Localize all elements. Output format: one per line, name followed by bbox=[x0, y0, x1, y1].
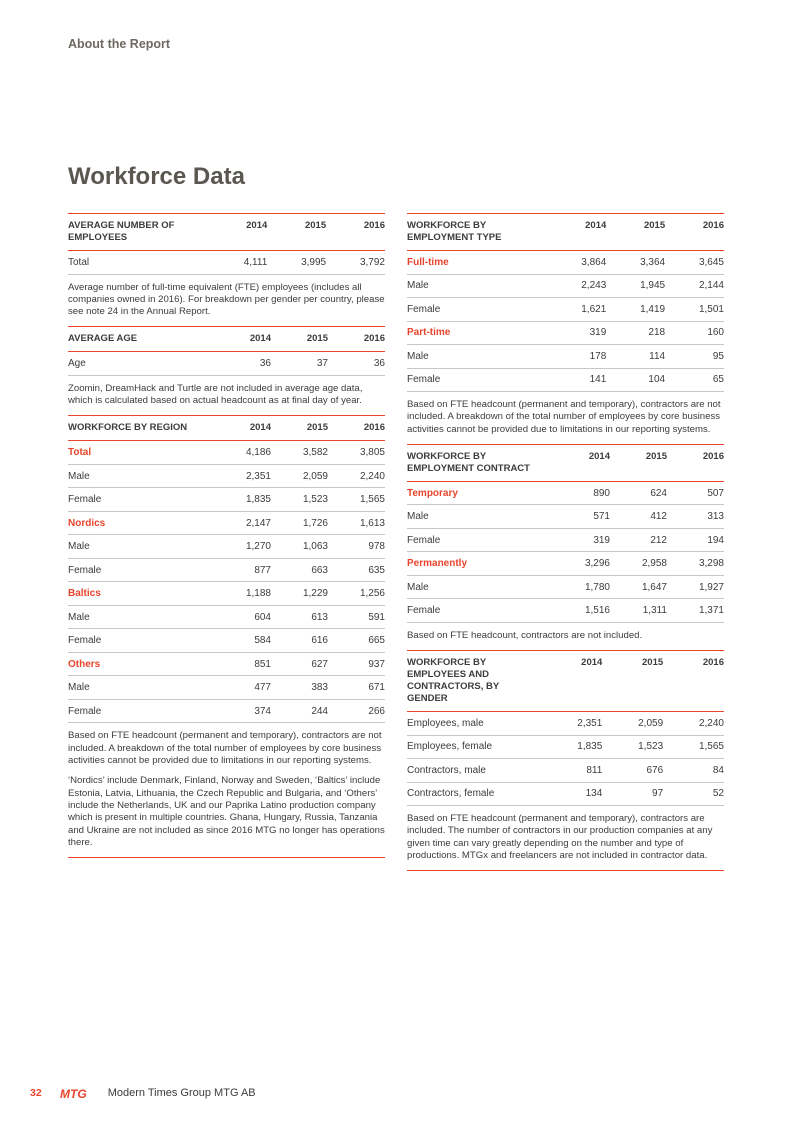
row-label: Male bbox=[68, 535, 218, 559]
cell-value: 1,927 bbox=[667, 575, 724, 599]
cell-value: 244 bbox=[271, 699, 328, 723]
cell-value: 3,792 bbox=[326, 251, 385, 275]
cell-value: 877 bbox=[218, 558, 271, 582]
cell-value: 1,501 bbox=[665, 298, 724, 322]
cell-value: 851 bbox=[218, 652, 271, 676]
row-label: Male bbox=[68, 676, 218, 700]
cell-value: 95 bbox=[665, 345, 724, 369]
cell-value: 212 bbox=[610, 528, 667, 552]
cell-value: 635 bbox=[328, 558, 385, 582]
table-row bbox=[407, 712, 724, 736]
cell-value: 2,243 bbox=[552, 274, 607, 298]
year-header: 2015 bbox=[306, 422, 328, 434]
year-header: 2014 bbox=[246, 220, 268, 231]
cell-value: 374 bbox=[218, 699, 271, 723]
cell-value: 624 bbox=[610, 481, 667, 505]
cell-value: 97 bbox=[602, 782, 663, 806]
cell-value: 890 bbox=[557, 481, 610, 505]
table-heading: WORKFORCE BY EMPLOYMENT TYPE bbox=[407, 220, 502, 243]
cell-value: 1,063 bbox=[271, 535, 328, 559]
cell-value: 383 bbox=[271, 676, 328, 700]
cell-value: 2,351 bbox=[218, 464, 271, 488]
cell-value: 1,647 bbox=[610, 575, 667, 599]
table-row bbox=[68, 441, 385, 465]
cell-value: 3,864 bbox=[552, 251, 607, 275]
cell-value: 1,780 bbox=[557, 575, 610, 599]
table-note: Based on FTE headcount (permanent and temporary), contractors are included. The number of contractors in our production companies at any given time can vary greatly depending on the number and type of productions. MTGx and freelancers are not included in contractor data. bbox=[407, 806, 724, 871]
row-label: Employees, female bbox=[407, 735, 546, 759]
row-label: Permanently bbox=[407, 552, 557, 576]
table-row bbox=[407, 321, 724, 345]
row-label: Female bbox=[407, 368, 552, 392]
year-header: 2015 bbox=[643, 220, 666, 231]
table-row bbox=[407, 368, 724, 392]
left-column bbox=[68, 213, 385, 858]
cell-value: 266 bbox=[328, 699, 385, 723]
cell-value: 37 bbox=[271, 352, 328, 376]
table-row bbox=[68, 676, 385, 700]
cell-value: 319 bbox=[557, 528, 610, 552]
row-label: Temporary bbox=[407, 481, 557, 505]
year-header: 2016 bbox=[702, 450, 724, 462]
cell-value: 1,270 bbox=[218, 535, 271, 559]
cell-value: 1,726 bbox=[271, 511, 328, 535]
cell-value: 141 bbox=[552, 368, 607, 392]
year-header: 2014 bbox=[249, 333, 271, 345]
table-row bbox=[68, 251, 385, 275]
cell-value: 3,995 bbox=[267, 251, 326, 275]
cell-value: 1,621 bbox=[552, 298, 607, 322]
page-title: Workforce Data bbox=[68, 163, 245, 190]
cell-value: 3,296 bbox=[557, 552, 610, 576]
row-label: Contractors, female bbox=[407, 782, 546, 806]
cell-value: 627 bbox=[271, 652, 328, 676]
table-heading: WORKFORCE BY REGION bbox=[68, 422, 188, 434]
row-label: Male bbox=[407, 274, 552, 298]
row-label: Total bbox=[68, 441, 218, 465]
row-label: Female bbox=[68, 699, 218, 723]
table-row bbox=[68, 582, 385, 606]
table-row bbox=[407, 345, 724, 369]
row-label: Female bbox=[68, 629, 218, 653]
cell-value: 1,835 bbox=[546, 735, 603, 759]
row-label: Male bbox=[68, 605, 218, 629]
right-column bbox=[407, 213, 724, 871]
workforce-by-gender-table bbox=[407, 650, 724, 806]
cell-value: 36 bbox=[218, 352, 271, 376]
table-row bbox=[407, 251, 724, 275]
table-row bbox=[68, 558, 385, 582]
cell-value: 2,059 bbox=[271, 464, 328, 488]
row-label: Male bbox=[68, 464, 218, 488]
cell-value: 319 bbox=[552, 321, 607, 345]
company-name: Modern Times Group MTG AB bbox=[107, 1087, 256, 1099]
table-note: Zoomin, DreamHack and Turtle are not included in average age data, which is calculated based on actual headcount as at final day of year. bbox=[68, 382, 363, 407]
cell-value: 160 bbox=[665, 321, 724, 345]
cell-value: 1,188 bbox=[218, 582, 271, 606]
cell-value: 3,364 bbox=[606, 251, 665, 275]
table-row bbox=[407, 759, 724, 783]
year-header: 2016 bbox=[363, 220, 385, 231]
row-label: Female bbox=[68, 558, 218, 582]
cell-value: 1,229 bbox=[271, 582, 328, 606]
cell-value: 134 bbox=[546, 782, 603, 806]
cell-value: 52 bbox=[663, 782, 724, 806]
mtg-logo bbox=[60, 1087, 94, 1099]
table-row bbox=[407, 528, 724, 552]
cell-value: 1,256 bbox=[328, 582, 385, 606]
workforce-by-employment-type-table bbox=[407, 213, 724, 392]
table-row bbox=[68, 605, 385, 629]
cell-value: 1,516 bbox=[557, 599, 610, 623]
cell-value: 3,645 bbox=[665, 251, 724, 275]
table-row bbox=[68, 535, 385, 559]
cell-value: 1,523 bbox=[602, 735, 663, 759]
cell-value: 114 bbox=[606, 345, 665, 369]
year-header: 2015 bbox=[306, 333, 328, 345]
table-row bbox=[407, 481, 724, 505]
row-label: Contractors, male bbox=[407, 759, 546, 783]
row-label: Female bbox=[407, 528, 557, 552]
row-label: Female bbox=[407, 298, 552, 322]
cell-value: 1,613 bbox=[328, 511, 385, 535]
svg-text:MTG: MTG bbox=[59, 1087, 87, 1099]
row-label: Male bbox=[407, 575, 557, 599]
cell-value: 2,240 bbox=[663, 712, 724, 736]
page-number: 32 bbox=[30, 1087, 42, 1099]
table-row bbox=[68, 629, 385, 653]
cell-value: 412 bbox=[610, 505, 667, 529]
cell-value: 1,419 bbox=[606, 298, 665, 322]
table-note: Based on FTE headcount (permanent and temporary), contractors are not included. A breakdown of the total number of employees by core business activities cannot be provided due to limitations in our reporting systems. bbox=[68, 730, 382, 767]
table-row bbox=[68, 352, 385, 376]
row-label: Total bbox=[68, 251, 213, 275]
cell-value: 1,523 bbox=[271, 488, 328, 512]
average-age-table bbox=[68, 326, 385, 376]
row-label: Employees, male bbox=[407, 712, 546, 736]
year-header: 2014 bbox=[588, 450, 610, 462]
table-heading: WORKFORCE BY EMPLOYEES AND CONTRACTORS, BY GENDER bbox=[407, 657, 500, 705]
cell-value: 671 bbox=[328, 676, 385, 700]
table-row bbox=[407, 274, 724, 298]
table-note: Based on FTE headcount (permanent and temporary), contractors are not included. A breakdown of the total number of employees by core business activities cannot be provided due to limitations in our reporting systems. bbox=[407, 399, 721, 435]
row-label: Nordics bbox=[68, 511, 218, 535]
year-header: 2015 bbox=[304, 220, 327, 231]
cell-value: 1,565 bbox=[328, 488, 385, 512]
cell-value: 978 bbox=[328, 535, 385, 559]
year-header: 2016 bbox=[363, 422, 385, 434]
table-row bbox=[407, 575, 724, 599]
cell-value: 84 bbox=[663, 759, 724, 783]
cell-value: 477 bbox=[218, 676, 271, 700]
table-row bbox=[68, 652, 385, 676]
cell-value: 937 bbox=[328, 652, 385, 676]
row-label: Female bbox=[407, 599, 557, 623]
cell-value: 1,945 bbox=[606, 274, 665, 298]
row-label: Male bbox=[407, 345, 552, 369]
workforce-by-employment-contract-table bbox=[407, 444, 724, 623]
cell-value: 104 bbox=[606, 368, 665, 392]
row-label: Baltics bbox=[68, 582, 218, 606]
cell-value: 194 bbox=[667, 528, 724, 552]
table-row bbox=[407, 298, 724, 322]
year-header: 2016 bbox=[702, 220, 724, 231]
cell-value: 2,958 bbox=[610, 552, 667, 576]
cell-value: 584 bbox=[218, 629, 271, 653]
row-label: Part-time bbox=[407, 321, 552, 345]
cell-value: 2,351 bbox=[546, 712, 603, 736]
cell-value: 3,582 bbox=[271, 441, 328, 465]
table-row bbox=[407, 505, 724, 529]
table-row bbox=[407, 735, 724, 759]
cell-value: 676 bbox=[602, 759, 663, 783]
table-heading: AVERAGE NUMBER OF EMPLOYEES bbox=[68, 220, 175, 243]
year-header: 2014 bbox=[581, 657, 603, 669]
table-row bbox=[68, 488, 385, 512]
cell-value: 3,805 bbox=[328, 441, 385, 465]
table-heading: WORKFORCE BY EMPLOYMENT CONTRACT bbox=[407, 450, 530, 474]
year-header: 2014 bbox=[249, 422, 271, 434]
cell-value: 2,144 bbox=[665, 274, 724, 298]
year-header: 2015 bbox=[645, 450, 667, 462]
table-heading: AVERAGE AGE bbox=[68, 333, 138, 345]
year-header: 2014 bbox=[585, 220, 607, 231]
cell-value: 507 bbox=[667, 481, 724, 505]
row-label: Age bbox=[68, 352, 218, 376]
cell-value: 811 bbox=[546, 759, 603, 783]
year-header: 2016 bbox=[363, 333, 385, 345]
cell-value: 604 bbox=[218, 605, 271, 629]
cell-value: 4,111 bbox=[213, 251, 268, 275]
table-row bbox=[407, 599, 724, 623]
cell-value: 665 bbox=[328, 629, 385, 653]
table-note: ‘Nordics’ include Denmark, Finland, Norway and Sweden, ‘Baltics’ include Estonia, Latvia, Lithuania, the Czech Republic and Bulgaria, and ‘Others’ include the Netherlands, UK and our Paprika Latino production company which is present in multiple countries. Ghana, Hungary, Russia, Tanzania and Ukraine are not included as since 2016 MTG no longer has operations there. bbox=[68, 775, 385, 858]
cell-value: 65 bbox=[665, 368, 724, 392]
cell-value: 1,371 bbox=[667, 599, 724, 623]
cell-value: 2,147 bbox=[218, 511, 271, 535]
cell-value: 663 bbox=[271, 558, 328, 582]
table-row bbox=[68, 464, 385, 488]
cell-value: 2,240 bbox=[328, 464, 385, 488]
cell-value: 36 bbox=[328, 352, 385, 376]
year-header: 2015 bbox=[642, 657, 664, 669]
page-footer bbox=[30, 1086, 256, 1100]
row-label: Others bbox=[68, 652, 218, 676]
cell-value: 4,186 bbox=[218, 441, 271, 465]
cell-value: 2,059 bbox=[602, 712, 663, 736]
row-label: Male bbox=[407, 505, 557, 529]
cell-value: 1,565 bbox=[663, 735, 724, 759]
section-label: About the Report bbox=[68, 37, 171, 51]
cell-value: 3,298 bbox=[667, 552, 724, 576]
cell-value: 1,311 bbox=[610, 599, 667, 623]
table-note: Based on FTE headcount, contractors are not included. bbox=[407, 629, 643, 641]
cell-value: 218 bbox=[606, 321, 665, 345]
cell-value: 616 bbox=[271, 629, 328, 653]
cell-value: 571 bbox=[557, 505, 610, 529]
table-note: Average number of full-time equivalent (FTE) employees (includes all companies owned in 2016). For breakdown per gender per country, please see note 24 in the Annual Report. bbox=[68, 281, 385, 318]
cell-value: 613 bbox=[271, 605, 328, 629]
average-employees-table bbox=[68, 213, 385, 275]
cell-value: 313 bbox=[667, 505, 724, 529]
table-row bbox=[407, 782, 724, 806]
workforce-by-region-table bbox=[68, 415, 385, 723]
table-row bbox=[68, 511, 385, 535]
cell-value: 1,835 bbox=[218, 488, 271, 512]
cell-value: 591 bbox=[328, 605, 385, 629]
table-row bbox=[407, 552, 724, 576]
year-header: 2016 bbox=[702, 657, 724, 669]
table-row bbox=[68, 699, 385, 723]
cell-value: 178 bbox=[552, 345, 607, 369]
row-label: Female bbox=[68, 488, 218, 512]
row-label: Full-time bbox=[407, 251, 552, 275]
